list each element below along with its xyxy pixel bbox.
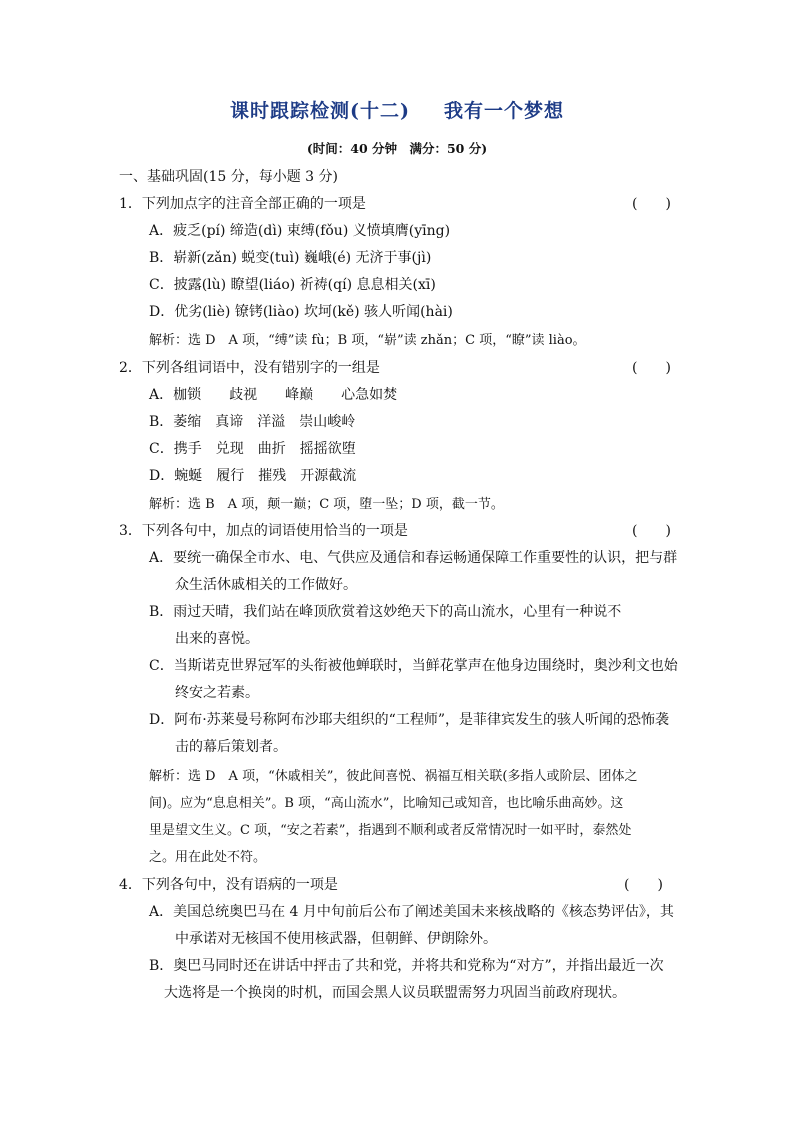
q3-option-a-line1: A．要统一确保全市水、电、气供应及通信和春运畅通保障工作重要性的认识，把与群 <box>149 550 678 566</box>
q4-stem: 4．下列各句中，没有语病的一项是 <box>119 877 338 893</box>
q3-option-a-line2: 众生活休戚相关的工作做好。 <box>175 577 357 593</box>
q2-analysis: 解析：选 B A 项，颠一巅；C 项，堕一坠；D 项，截一节。 <box>149 497 504 512</box>
q1-stem: 1．下列加点字的注音全部正确的一项是 <box>119 196 366 212</box>
q4-option-a-line2: 中承诺对无核国不使用核武器，但朝鲜、伊朗除外。 <box>175 931 497 947</box>
q2-option-c: C．携手 兑现 曲折 摇摇欲堕 <box>149 441 356 457</box>
time-score-note: (时间：40 分钟 满分：50 分) <box>306 141 488 156</box>
q2-option-b: B．萎缩 真谛 洋溢 崇山峻岭 <box>149 414 356 430</box>
q3-option-b-line1: B．雨过天晴，我们站在峰顶欣赏着这妙绝天下的高山流水，心里有一种说不 <box>149 604 622 620</box>
q1-option-b: B．崭新(zǎn) 蜕变(tuì) 巍峨(é) 无济于事(jì) <box>149 250 432 266</box>
q4-option-b-line1: B．奥巴马同时还在讲话中抨击了共和党，并将共和党称为“对方”，并指出最近一次 <box>149 958 664 974</box>
q3-option-c-line2: 终安之若素。 <box>175 685 259 701</box>
q1-option-a: A．疲乏(pí) 缔造(dì) 束缚(fǒu) 义愤填膺(yīng) <box>149 223 451 239</box>
title-left: 课时跟踪检测(十二) <box>230 100 410 122</box>
q1-option-d: D．优劣(liè) 镣铐(liào) 坎坷(kě) 骇人听闻(hài) <box>149 304 453 320</box>
q1-option-c: C．披露(lù) 瞭望(liáo) 祈祷(qí) 息息相关(xī) <box>149 277 436 293</box>
q2-answer-blank: ( ) <box>632 360 671 376</box>
q4-option-b-line2: 大选将是一个换岗的时机，而国会黑人议员联盟需努力巩固当前政府现状。 <box>164 985 626 1001</box>
q1-answer-blank: ( ) <box>632 196 671 212</box>
q3-option-d-line1: D．阿布·苏莱曼号称阿布沙耶夫组织的“工程师”，是菲律宾发生的骇人听闻的恐怖袭 <box>149 712 669 728</box>
q3-analysis-line1: 解析：选 D A 项，“休戚相关”，彼此间喜悦、祸福互相关联(多指人或阶层、团体之 <box>149 769 638 784</box>
title-right: 我有一个梦想 <box>443 100 564 122</box>
q3-stem: 3．下列各句中，加点的词语使用恰当的一项是 <box>119 523 408 539</box>
q4-option-a-line1: A．美国总统奥巴马在 4 月中旬前后公布了阐述美国未来核战略的《核态势评估》，其 <box>149 904 674 920</box>
q3-answer-blank: ( ) <box>632 523 671 539</box>
q4-answer-blank: ( ) <box>624 877 663 893</box>
q2-option-d: D．蜿蜒 履行 摧残 开源截流 <box>149 468 357 484</box>
q3-analysis-line4: 之。用在此处不符。 <box>149 850 267 865</box>
q3-option-c-line1: C．当斯诺克世界冠军的头衔被他蝉联时，当鲜花掌声在他身边围绕时，奥沙利文也始 <box>149 658 678 674</box>
page-title <box>0 96 794 123</box>
q3-option-b-line2: 出来的喜悦。 <box>175 631 259 647</box>
q3-analysis-line3: 里是望文生义。C 项，“安之若素”，指遇到不顺利或者反常情况时一如平时，泰然处 <box>149 823 632 838</box>
q1-analysis: 解析：选 D A 项，“缚”读 fù；B 项，“崭”读 zhǎn；C 项，“瞭”读 liào。 <box>149 333 586 348</box>
q2-stem: 2．下列各组词语中，没有错别字的一组是 <box>119 360 380 376</box>
q3-analysis-line2: 间)。应为“息息相关”。B 项，“高山流水”，比喻知己或知音，也比喻乐曲高妙。这 <box>149 796 624 811</box>
q3-option-d-line2: 击的幕后策划者。 <box>175 739 287 755</box>
q2-option-a: A．枷锁 歧视 峰巅 心急如焚 <box>149 387 398 403</box>
section-heading: 一、基础巩固(15 分，每小题 3 分) <box>119 169 338 185</box>
